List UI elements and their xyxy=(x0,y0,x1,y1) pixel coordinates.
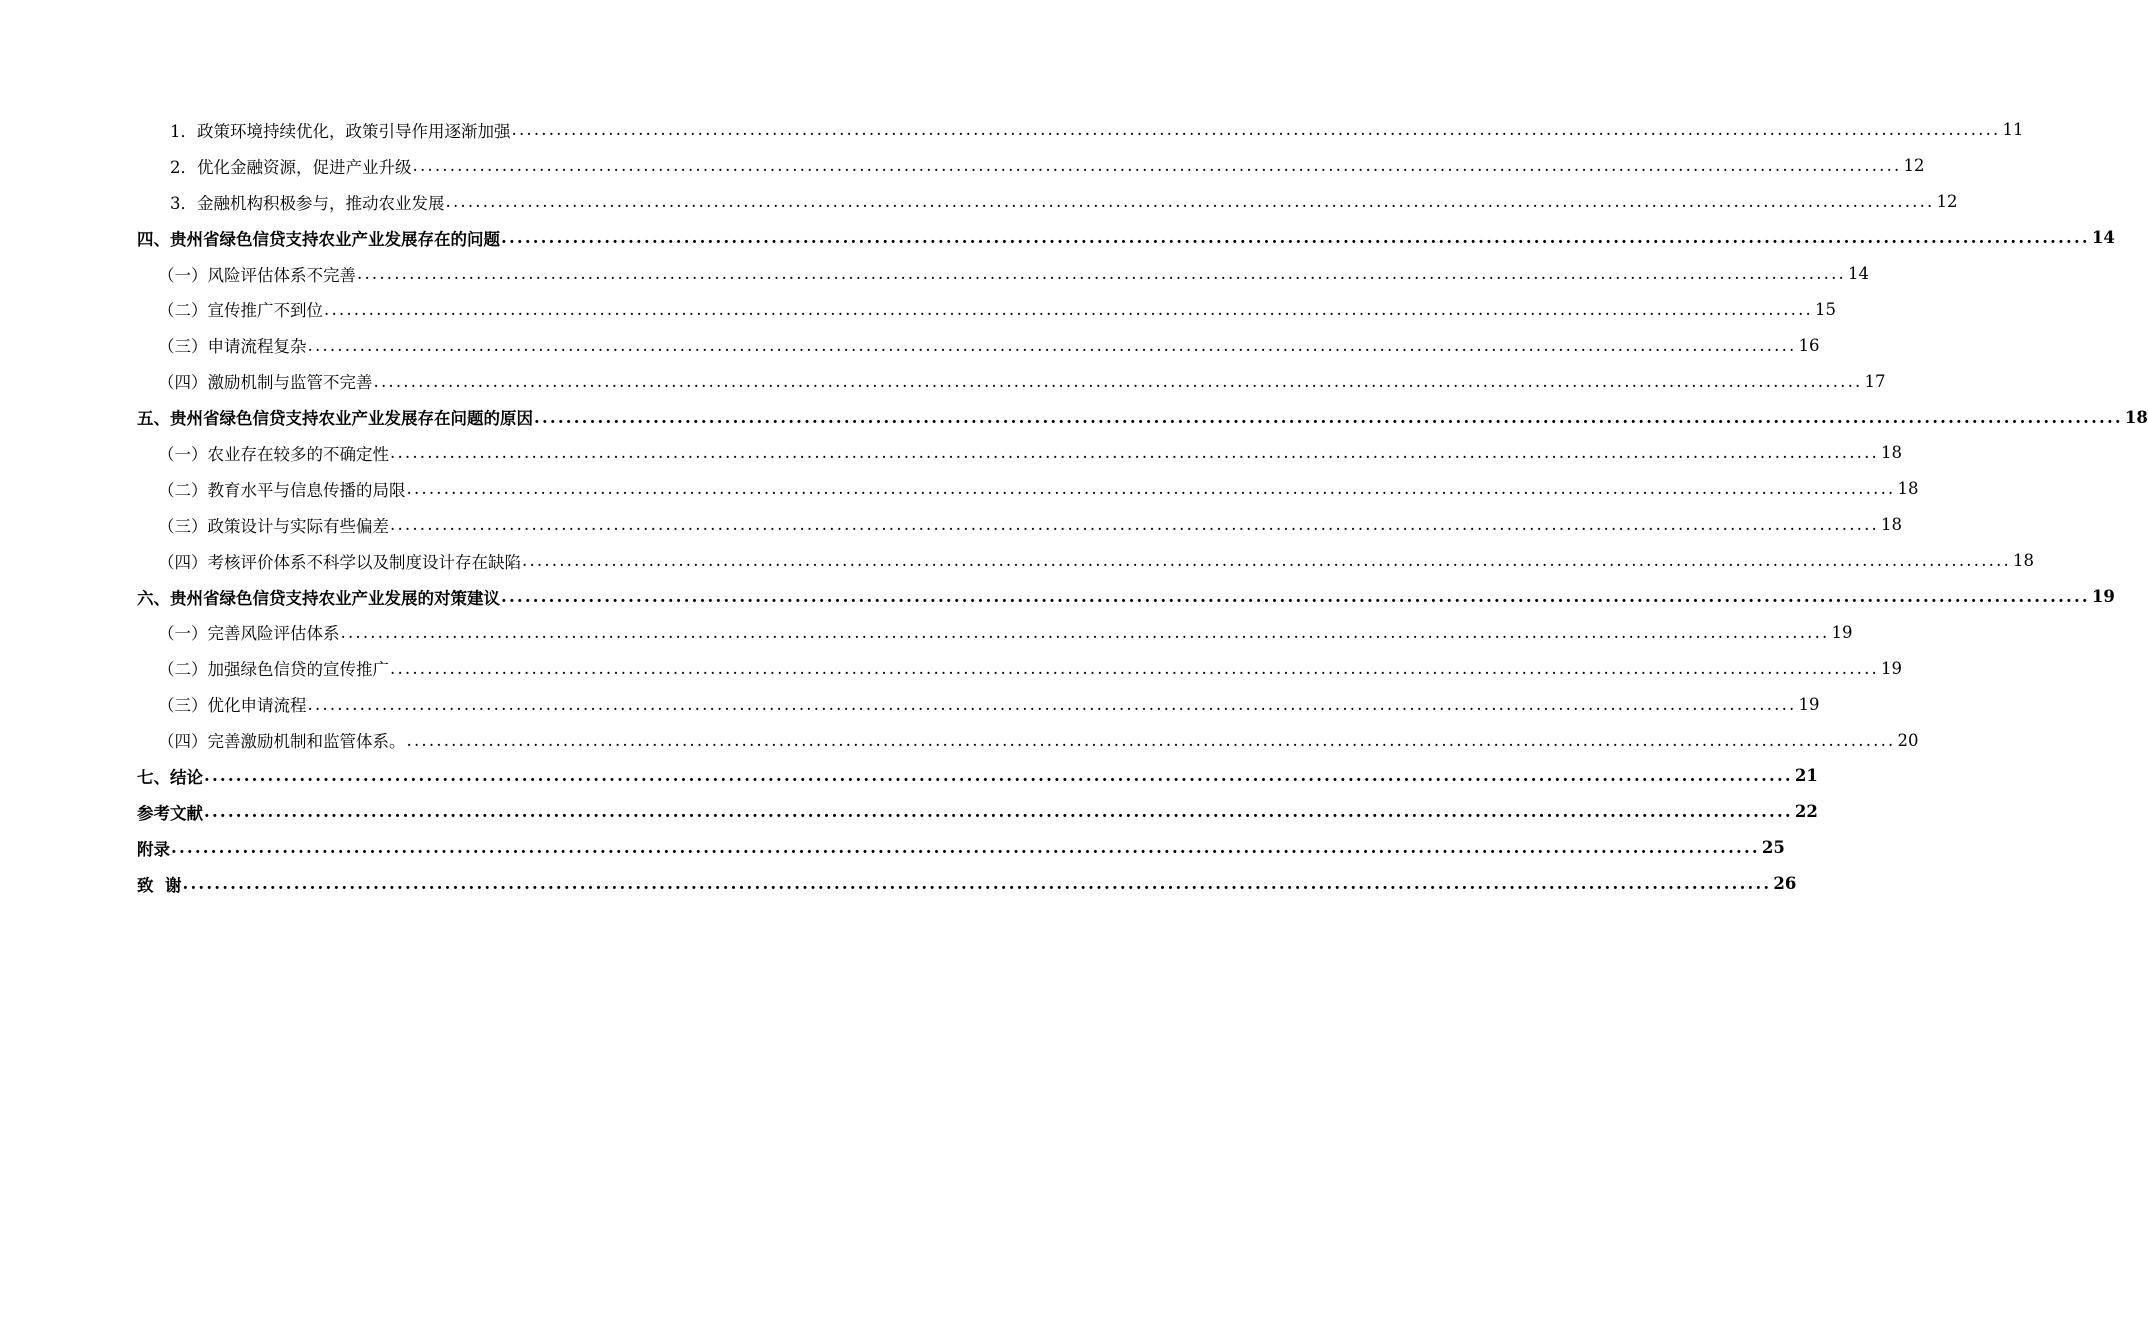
toc-chapter-entry[interactable] xyxy=(0,758,1818,794)
toc-entry-page: 12 xyxy=(1903,156,1925,176)
toc-dot-leader: ........................................................................................................................................................................................................ xyxy=(501,228,2090,248)
toc-entry-page: 19 xyxy=(1798,694,1820,714)
toc-dot-leader: ........................................................................................................................................................................................................ xyxy=(511,120,2001,140)
toc-entry[interactable] xyxy=(0,614,1853,650)
toc-entry-title: （四）考核评价体系不科学以及制度设计存在缺陷 xyxy=(158,552,521,572)
toc-entry-page: 15 xyxy=(1814,299,1836,319)
toc-dot-leader: ........................................................................................................................................................................................................ xyxy=(406,479,1896,499)
toc-entry-title: 2．优化金融资源，促进产业升级 xyxy=(170,157,412,177)
toc-dot-leader: ........................................................................................................................................................................................................ xyxy=(307,694,1797,714)
toc-entry-title: （一）风险评估体系不完善 xyxy=(158,265,356,285)
toc-entry-title: 四、贵州省绿色信贷支持农业产业发展存在的问题 xyxy=(137,229,500,249)
toc-entry[interactable] xyxy=(0,471,1919,507)
toc-entry-title: 3．金融机构积极参与，推动农业发展 xyxy=(170,193,445,213)
toc-dot-leader: ........................................................................................................................................................................................................ xyxy=(445,192,1935,212)
toc-dot-leader: ........................................................................................................................................................................................................ xyxy=(390,658,1879,678)
toc-entry-title: （三）政策设计与实际有些偏差 xyxy=(158,516,389,536)
toc-entry[interactable] xyxy=(0,722,1919,758)
toc-entry-page: 14 xyxy=(1847,264,1869,283)
toc-entry[interactable] xyxy=(0,148,1925,184)
toc-entry[interactable] xyxy=(0,543,2034,579)
toc-entry-title: 致 谢 xyxy=(137,875,182,895)
toc-entry-page: 20 xyxy=(1897,730,1919,750)
toc-entry-page: 18 xyxy=(1897,479,1919,499)
toc-dot-leader: ........................................................................................................................................................................................................ xyxy=(307,335,1797,355)
toc-dot-leader: ........................................................................................................................................................................................................ xyxy=(182,874,1772,894)
toc-chapter-entry[interactable] xyxy=(0,220,2115,256)
toc-entry-page: 25 xyxy=(1761,838,1785,858)
toc-entry[interactable] xyxy=(0,291,1836,327)
toc-entry[interactable] xyxy=(0,327,1820,363)
toc-dot-leader: ........................................................................................................................................................................................................ xyxy=(373,371,1863,391)
toc-entry-page: 16 xyxy=(1798,335,1820,355)
toc-entry-page: 18 xyxy=(2124,407,2148,427)
toc-entry[interactable] xyxy=(0,112,2024,148)
toc-entry-title: （四）激励机制与监管不完善 xyxy=(158,373,373,393)
toc-dot-leader: ........................................................................................................................................................................................................ xyxy=(406,730,1896,750)
toc-entry-title: 参考文献 xyxy=(137,803,203,823)
toc-entry-page: 18 xyxy=(1880,443,1902,463)
toc-entry[interactable] xyxy=(0,686,1820,722)
toc-entry-title: （四）完善激励机制和监管体系。 xyxy=(158,732,406,752)
toc-dot-leader: ........................................................................................................................................................................................................ xyxy=(324,299,1813,319)
toc-entry[interactable] xyxy=(0,435,1902,471)
toc-entry-title: 五、贵州省绿色信贷支持农业产业发展存在问题的原因 xyxy=(137,409,533,429)
toc-entry-title: 六、贵州省绿色信贷支持农业产业发展的对策建议 xyxy=(137,588,500,608)
toc-entry-page: 17 xyxy=(1864,371,1886,391)
toc-entry-page: 22 xyxy=(1794,802,1818,822)
toc-entry[interactable] xyxy=(0,507,1902,543)
toc-entry-page: 14 xyxy=(2091,228,2115,248)
toc-entry-title: （二）教育水平与信息传播的局限 xyxy=(158,480,406,500)
table-of-contents xyxy=(0,112,2148,902)
toc-dot-leader: ........................................................................................................................................................................................................ xyxy=(340,622,1830,642)
toc-entry-title: 附录 xyxy=(137,839,170,859)
toc-chapter-entry[interactable] xyxy=(0,830,1785,866)
toc-dot-leader: ........................................................................................................................................................................................................ xyxy=(390,443,1879,463)
toc-entry-title: （三）优化申请流程 xyxy=(158,696,307,716)
toc-dot-leader: ........................................................................................................................................................................................................ xyxy=(501,587,2090,607)
toc-entry-title: （二）宣传推广不到位 xyxy=(158,301,323,321)
toc-entry-title: （二）加强绿色信贷的宣传推广 xyxy=(158,660,389,680)
toc-entry-page: 19 xyxy=(1831,622,1853,642)
toc-chapter-entry[interactable] xyxy=(0,794,1818,830)
toc-entry-page: 21 xyxy=(1794,766,1818,786)
toc-entry-title: 七、结论 xyxy=(137,767,203,787)
toc-entry-page: 12 xyxy=(1936,192,1958,212)
toc-entry-page: 19 xyxy=(1880,658,1902,678)
toc-entry-page: 18 xyxy=(2012,551,2034,571)
toc-entry-title: （一）完善风险评估体系 xyxy=(158,624,340,644)
toc-dot-leader: ........................................................................................................................................................................................................ xyxy=(412,156,1902,176)
toc-dot-leader: ........................................................................................................................................................................................................ xyxy=(357,264,1846,283)
toc-dot-leader: ........................................................................................................................................................................................................ xyxy=(204,766,1793,786)
toc-entry-page: 19 xyxy=(2091,587,2115,607)
toc-dot-leader: ........................................................................................................................................................................................................ xyxy=(204,802,1793,822)
toc-entry[interactable] xyxy=(0,650,1902,686)
toc-dot-leader: ........................................................................................................................................................................................................ xyxy=(522,551,2011,571)
toc-entry[interactable] xyxy=(0,184,1958,220)
toc-dot-leader: ........................................................................................................................................................................................................ xyxy=(534,407,2123,427)
toc-entry-title: 1．政策环境持续优化，政策引导作用逐渐加强 xyxy=(170,121,511,141)
toc-dot-leader: ........................................................................................................................................................................................................ xyxy=(171,838,1760,858)
toc-dot-leader: ........................................................................................................................................................................................................ xyxy=(390,515,1879,535)
toc-entry[interactable] xyxy=(0,256,1869,292)
toc-chapter-entry[interactable] xyxy=(0,579,2115,615)
toc-entry-page: 11 xyxy=(2002,120,2024,140)
toc-entry-title: （三）申请流程复杂 xyxy=(158,337,307,357)
toc-entry-title: （一）农业存在较多的不确定性 xyxy=(158,444,389,464)
toc-chapter-entry[interactable] xyxy=(0,866,1797,902)
toc-entry[interactable] xyxy=(0,363,1886,399)
toc-entry-page: 18 xyxy=(1880,515,1902,535)
toc-entry-page: 26 xyxy=(1773,874,1797,894)
toc-chapter-entry[interactable] xyxy=(0,399,2148,435)
